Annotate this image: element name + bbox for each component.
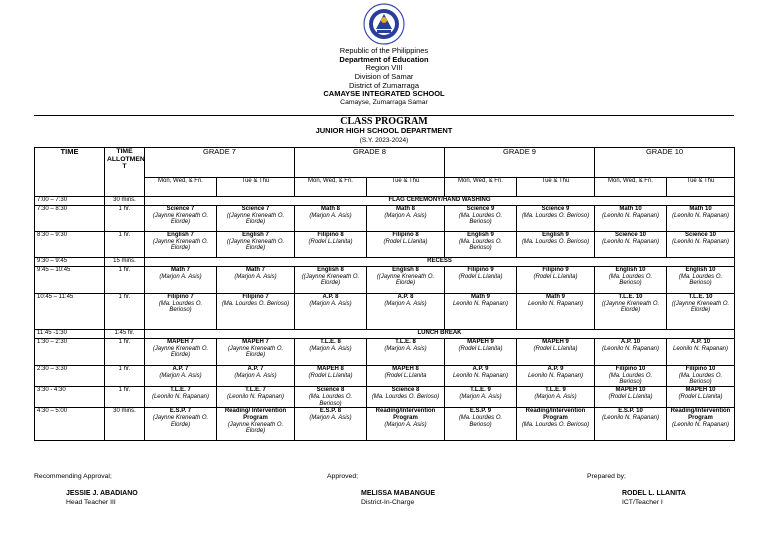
teacher-name: (Marjon A. Asis) [309, 212, 352, 219]
approved-label: Approved; [327, 473, 358, 480]
schedule-cell [145, 339, 217, 366]
prepared-label: Prepared by; [587, 473, 626, 480]
schedule-cell [217, 366, 295, 387]
subject-name: Math 9 [470, 294, 490, 300]
teacher-name: (Rodel L.Llanita) [383, 238, 428, 245]
schedule-cell [517, 206, 595, 232]
teacher-name: ((Jaynne Kreneath O. Elorde) [671, 300, 730, 314]
schedule-cell [595, 294, 667, 330]
schedule-cell [295, 206, 367, 232]
class-row [35, 294, 735, 330]
schedule-cell [445, 408, 517, 441]
teacher-name: Leonilo N. Rapanan) [527, 372, 584, 379]
schedule-cell [217, 294, 295, 330]
schedule-cell [145, 366, 217, 387]
teacher-name: (Jaynne Kreneath O. Elorde) [227, 345, 284, 359]
schedule-cell [445, 232, 517, 258]
schedule-cell [295, 294, 367, 330]
subject-name: Math 8 [320, 206, 340, 212]
time-cell: 7:30 – 8:30 [35, 206, 105, 232]
time-cell: 10:45 – 11:45 [35, 294, 105, 330]
subject-name: A.P. 9 [472, 366, 489, 372]
subject-name: Math 9 [545, 294, 565, 300]
subject-name: Math 7 [245, 267, 265, 273]
schedule-cell [595, 387, 667, 408]
schedule-cell [217, 206, 295, 232]
signatory-role: District-In-Charge [361, 498, 415, 506]
subject-name: MAPEH 7 [167, 339, 194, 345]
schedule-cell [367, 294, 445, 330]
schedule-cell [445, 294, 517, 330]
department-title: JUNIOR HIGH SCHOOL DEPARTMENT [315, 126, 453, 135]
subject-name: MAPEH 8 [392, 366, 419, 372]
subject-name: A.P. 7 [247, 366, 264, 372]
class-row [35, 267, 735, 294]
grade-9-header: GRADE 9 [445, 148, 595, 178]
teacher-name: (Ma. Lourdes O. Berioso) [308, 393, 353, 407]
break-row [35, 197, 735, 206]
subject-name: E.S.P. 10 [618, 408, 643, 415]
allotment-cell: 1:45 hr. [105, 330, 145, 339]
teacher-name: (Ma. Lourdes O. Berioso) [221, 300, 290, 307]
schedule-cell [445, 206, 517, 232]
teacher-name: (Marjon A. Asis) [159, 273, 202, 280]
subject-name: T.L.E. 9 [470, 387, 491, 394]
teacher-name: (Leonilo N. Rapanan) [671, 238, 730, 245]
subject-name: T.L.E. 7 [170, 387, 191, 394]
subject-name: T.L.E. 8 [395, 339, 416, 345]
allotment-cell: 30 mins. [105, 197, 145, 206]
subject-name: Science 9 [541, 206, 570, 212]
teacher-name: (Marjon A. Asis) [384, 345, 427, 352]
republic-line: Republic of the Philippines [339, 46, 429, 55]
schedule-cell [517, 267, 595, 294]
teacher-name: (Leonilo N. Rapanan) [601, 238, 660, 245]
schedule-cell [295, 408, 367, 441]
allotment-cell: 1 hr. [105, 294, 145, 330]
subject-name: MAPEH 9 [467, 339, 494, 345]
allotment-cell: 1 hr. [105, 232, 145, 258]
schedule-cell [445, 366, 517, 387]
subject-name: Filipino 8 [392, 232, 419, 238]
time-cell: 3:30 - 4:30 [35, 387, 105, 408]
department-line: Department of Education [339, 54, 429, 64]
allotment-cell: 30 mins. [105, 408, 145, 441]
days-tth: Tue & Thu [367, 178, 445, 197]
teacher-name: (Leonilo N. Rapanan) [671, 421, 730, 428]
subject-name: Math 10 [619, 206, 642, 212]
school-name: CAMAYSE INTEGRATED SCHOOL [323, 89, 445, 99]
subject-name: Science 7 [166, 206, 195, 212]
schedule-cell [367, 267, 445, 294]
schedule-cell [367, 408, 445, 441]
teacher-name: (Rodel L.Llanita) [458, 273, 503, 280]
schedule-cell [667, 408, 735, 441]
signatory-name: MELISSA MABANGUE [361, 490, 436, 497]
prepared-signatory [622, 490, 686, 507]
subject-name: A.P. 8 [397, 294, 414, 300]
subject-name: E.S.P. 7 [169, 408, 192, 415]
teacher-name: (Rodel L.Llanita) [533, 273, 578, 280]
subject-name: Reading/Intervention Program [375, 408, 436, 422]
teacher-name: (Jaynne Kreneath O. Elorde) [152, 212, 209, 226]
time-cell: 8:30 – 9:30 [35, 232, 105, 258]
teacher-name: (Rodel L.Llanita) [608, 393, 653, 400]
subject-name: Science 8 [391, 387, 420, 394]
schedule-cell [145, 206, 217, 232]
allotment-cell: 15 mins. [105, 258, 145, 267]
subject-name: Reading/Intervention Program [670, 408, 731, 422]
subject-name: Reading/ Intervention Program [224, 408, 287, 422]
break-label: FLAG CEREMONY/HAND WASHING [145, 197, 735, 206]
time-cell: 1:30 – 2:30 [35, 339, 105, 366]
schedule-cell [145, 408, 217, 441]
subject-name: T.L.E. 7 [245, 387, 266, 394]
teacher-name: (Ma. Lourdes O. Berioso) [678, 273, 723, 287]
subject-name: MAPEH 10 [685, 387, 716, 394]
class-program-table [34, 147, 735, 441]
schedule-cell [517, 294, 595, 330]
page-title: CLASS PROGRAM [340, 116, 428, 127]
teacher-name: (Jaynne Kreneath O. Elorde) [227, 421, 284, 435]
teacher-name: (Ma. Lourdes O. Berioso) [608, 372, 653, 386]
schedule-cell [445, 339, 517, 366]
teacher-name: (Jaynne Kreneath O. Elorde) [152, 345, 209, 359]
subject-name: Math 7 [170, 267, 190, 273]
approved-signatory [361, 490, 435, 507]
teacher-name: Leonilo N. Rapanan) [452, 372, 509, 379]
schedule-cell [667, 366, 735, 387]
recommending-label: Recommending Approval; [34, 473, 112, 480]
teacher-name: (Jaynne Kreneath O. Elorde) [152, 238, 209, 252]
subject-name: Filipino 10 [615, 366, 646, 372]
grade-10-header: GRADE 10 [595, 148, 735, 178]
subject-name: Math 10 [689, 206, 712, 212]
days-mwf: Mon, Wed, & Fri. [445, 178, 517, 197]
teacher-name: (Ma. Lourdes O. Berioso) [458, 238, 503, 252]
subject-name: E.S.P. 8 [319, 408, 342, 415]
teacher-name: (Leonilo N. Rapanan) [671, 212, 730, 219]
teacher-name: (Rodel L.Llanita) [533, 345, 578, 352]
signatory-name: RODEL L. LLANITA [622, 490, 686, 497]
subject-name: Filipino 7 [167, 294, 194, 300]
teacher-name: (Marjon A. Asis) [459, 393, 502, 400]
subject-name: Science 10 [614, 232, 647, 238]
time-cell: 9:30 – 9:45 [35, 258, 105, 267]
subject-name: E.S.P. 9 [469, 408, 492, 415]
time-cell: 4:30 – 5:00 [35, 408, 105, 441]
teacher-name: Leonilo N. Rapanan) [672, 345, 729, 352]
teacher-name: (Ma. Lourdes O. Berioso) [678, 372, 723, 386]
teacher-name: (Marjon A. Asis) [309, 345, 352, 352]
schedule-cell [145, 267, 217, 294]
teacher-name: ((Jaynne Kreneath O. Elorde) [226, 212, 285, 226]
break-row [35, 258, 735, 267]
schedule-cell [667, 232, 735, 258]
teacher-name: (Marjon A. Asis) [234, 372, 277, 379]
schedule-cell [295, 339, 367, 366]
schedule-cell [517, 232, 595, 258]
subject-name: A.P. 10 [690, 339, 711, 345]
deped-seal-icon [363, 3, 405, 45]
subject-name: Science 7 [241, 206, 270, 212]
subject-name: Filipino 7 [242, 294, 269, 300]
teacher-name: (Marjon A. Asis) [534, 393, 577, 400]
grade-7-header: GRADE 7 [145, 148, 295, 178]
allotment-cell: 1 hr. [105, 339, 145, 366]
days-tth: Tue & Thu [217, 178, 295, 197]
subject-name: English 7 [242, 232, 269, 238]
days-tth: Tue & Thu [517, 178, 595, 197]
time-cell: 11:45 -1:30 [35, 330, 105, 339]
schedule-cell [667, 339, 735, 366]
subject-name: A.P. 10 [620, 339, 641, 345]
subject-name: Science 9 [466, 206, 495, 212]
days-mwf: Mon, Wed, & Fri. [145, 178, 217, 197]
break-row [35, 330, 735, 339]
schedule-cell [217, 387, 295, 408]
teacher-name: (Marjon A. Asis) [309, 300, 352, 307]
teacher-name: Leonilo N. Rapanan) [527, 300, 584, 307]
schedule-cell [217, 267, 295, 294]
schedule-cell [145, 387, 217, 408]
subject-name: English 9 [467, 232, 494, 238]
class-row [35, 232, 735, 258]
recommending-signatory [66, 490, 138, 507]
teacher-name: (Marjon A. Asis) [384, 212, 427, 219]
teacher-name: (Rodel L.Llanita) [308, 238, 353, 245]
teacher-name: (Rodel L.Llanita [384, 372, 427, 379]
letterhead [0, 47, 768, 107]
subject-name: Filipino 9 [542, 267, 569, 273]
schedule-cell [295, 387, 367, 408]
subject-name: English 10 [615, 267, 646, 273]
class-row [35, 387, 735, 408]
schedule-cell [217, 339, 295, 366]
time-cell: 7:00 – 7:30 [35, 197, 105, 206]
subject-name: MAPEH 8 [317, 366, 344, 372]
teacher-name: ((Jaynne Kreneath O. Elorde) [301, 273, 360, 287]
teacher-name: (Ma. Lourdes O. Berioso) [371, 393, 440, 400]
subject-name: A.P. 9 [547, 366, 564, 372]
signatory-role: ICT/Teacher I [622, 498, 663, 506]
subject-name: English 8 [317, 267, 344, 273]
schedule-cell [295, 366, 367, 387]
schedule-cell [595, 366, 667, 387]
signatory-role: Head Teacher III [66, 498, 116, 506]
teacher-name: (Rodel L.Llanita) [308, 372, 353, 379]
region-line: Region VIII [365, 63, 403, 73]
schedule-cell [295, 232, 367, 258]
days-tth: Tue & Thu [667, 178, 735, 197]
schedule-cell [367, 232, 445, 258]
allotment-header: TIME ALLOTMEN T [105, 148, 145, 197]
allotment-cell: 1 hr. [105, 206, 145, 232]
schedule-cell [595, 232, 667, 258]
schedule-cell [595, 267, 667, 294]
schedule-cell [517, 366, 595, 387]
subject-name: Science 8 [316, 387, 345, 394]
schedule-cell [445, 387, 517, 408]
school-year: (S.Y. 2023-2024) [359, 137, 409, 144]
teacher-name: ((Jaynne Kreneath O. Elorde) [376, 273, 435, 287]
allotment-cell: 1 hr. [105, 387, 145, 408]
teacher-name: ((Jaynne Kreneath O. Elorde) [601, 300, 660, 314]
teacher-name: (Ma. Lourdes O. Berioso) [521, 421, 590, 428]
school-address: Camayse, Zumarraga Samar [340, 98, 428, 106]
subject-name: T.L.E. 8 [320, 339, 341, 345]
subject-name: Science 10 [684, 232, 717, 238]
schedule-cell [517, 408, 595, 441]
subject-name: English 9 [542, 232, 569, 238]
teacher-name: (Ma. Lourdes O. Berioso) [458, 415, 503, 428]
subject-name: MAPEH 7 [242, 339, 269, 345]
schedule-cell [367, 366, 445, 387]
days-mwf: Mon, Wed, & Fri. [595, 178, 667, 197]
subject-name: A.P. 8 [322, 294, 339, 300]
schedule-cell [145, 294, 217, 330]
division-line: Division of Samar [354, 71, 414, 81]
class-row [35, 408, 735, 441]
subject-name: Math 8 [395, 206, 415, 212]
teacher-name: (Leonilo N. Rapanan) [226, 393, 285, 400]
subject-name: English 8 [392, 267, 419, 273]
schedule-cell [667, 387, 735, 408]
teacher-name: Leonilo N. Rapanan) [452, 300, 509, 307]
subject-name: T.L.E. 9 [545, 387, 566, 394]
days-mwf: Mon, Wed, & Fri. [295, 178, 367, 197]
subject-name: A.P. 7 [172, 366, 189, 372]
teacher-name: (Rodel L.Llanita) [458, 345, 503, 352]
teacher-name: (Ma. Lourdes O. Berioso) [158, 300, 203, 314]
class-row [35, 206, 735, 232]
teacher-name: ((Jaynne Kreneath O. Elorde) [226, 238, 285, 252]
subject-name: T.L.E. 10 [618, 294, 643, 300]
teacher-name: (Leonilo N. Rapanan) [601, 415, 660, 422]
teacher-name: (Marjon A. Asis) [234, 273, 277, 280]
grade-8-header: GRADE 8 [295, 148, 445, 178]
break-label: LUNCH BREAK [145, 330, 735, 339]
subject-name: Filipino 8 [317, 232, 344, 238]
schedule-cell [667, 267, 735, 294]
subject-name: Filipino 10 [685, 366, 716, 372]
schedule-cell [595, 339, 667, 366]
class-row [35, 339, 735, 366]
subject-name: Reading/Intervention Program [525, 408, 586, 422]
teacher-name: (Ma. Lourdes O. Berioso) [521, 212, 590, 219]
teacher-name: (Leonilo N. Rapanan) [601, 345, 660, 352]
schedule-cell [667, 294, 735, 330]
allotment-cell: 1 hr. [105, 267, 145, 294]
district-line: District of Zumarraga [348, 80, 420, 90]
teacher-name: (Ma. Lourdes O. Berioso) [458, 212, 503, 226]
schedule-cell [517, 387, 595, 408]
teacher-name: (Leonilo N. Rapanan) [601, 212, 660, 219]
teacher-name: (Marjon A. Asis) [159, 372, 202, 379]
subject-name: MAPEH 9 [542, 339, 569, 345]
schedule-cell [517, 339, 595, 366]
subject-name: MAPEH 10 [615, 387, 646, 394]
schedule-cell [217, 408, 295, 441]
time-cell: 2:30 – 3:30 [35, 366, 105, 387]
teacher-name: (Ma. Lourdes O. Berioso) [608, 273, 653, 287]
teacher-name: (Marjon A. Asis) [309, 415, 352, 422]
schedule-cell [367, 206, 445, 232]
teacher-name: (Leonilo N. Rapanan) [151, 393, 210, 400]
schedule-cell [145, 232, 217, 258]
subject-name: English 7 [167, 232, 194, 238]
schedule-cell [217, 232, 295, 258]
subject-name: Filipino 9 [467, 267, 494, 273]
schedule-cell [295, 267, 367, 294]
teacher-name: (Rodel L.Llanita) [678, 393, 723, 400]
time-cell: 9:45 – 10:45 [35, 267, 105, 294]
break-label: RECESS [145, 258, 735, 267]
time-header: TIME [35, 148, 105, 197]
teacher-name: (Marjon A. Asis) [384, 300, 427, 307]
class-row [35, 366, 735, 387]
signatory-name: JESSIE J. ABADIANO [66, 490, 138, 497]
schedule-cell [445, 267, 517, 294]
schedule-cell [367, 339, 445, 366]
schedule-cell [595, 408, 667, 441]
teacher-name: (Ma. Lourdes O. Berioso) [521, 238, 590, 245]
allotment-cell: 1 hr. [105, 366, 145, 387]
schedule-cell [367, 387, 445, 408]
subject-name: T.L.E. 10 [688, 294, 713, 300]
schedule-cell [667, 206, 735, 232]
subject-name: English 10 [685, 267, 716, 273]
teacher-name: (Jaynne Kreneath O. Elorde) [152, 415, 209, 428]
teacher-name: (Marjon A. Asis) [384, 421, 427, 428]
schedule-cell [595, 206, 667, 232]
